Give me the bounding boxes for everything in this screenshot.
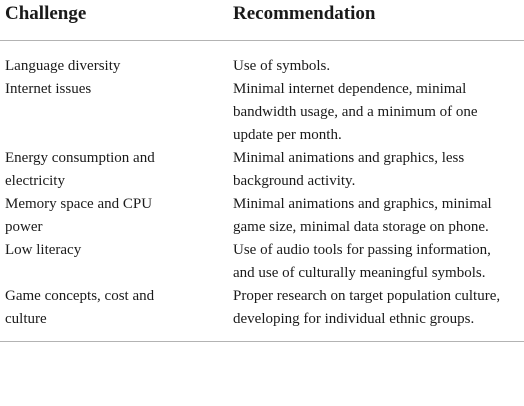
- recommendation-cell: [230, 239, 524, 285]
- table-row: [0, 147, 524, 193]
- cell-line: Use of symbols.: [233, 57, 331, 74]
- cell-line: developing for individual ethnic groups.: [233, 310, 475, 327]
- cell-line: Game concepts, cost and: [5, 287, 155, 304]
- cell-line: Minimal animations and graphics, minimal: [233, 195, 492, 212]
- cell-line: Memory space and CPU: [5, 195, 153, 212]
- table-bottom-rule: [0, 341, 524, 342]
- header-row: [0, 0, 524, 40]
- table-body: [0, 40, 524, 341]
- cell-line: Minimal animations and graphics, less: [233, 149, 465, 166]
- header-challenge: Challenge: [0, 0, 230, 40]
- challenge-cell: [0, 40, 230, 78]
- challenge-cell: [0, 285, 230, 341]
- cell-line: bandwidth usage, and a minimum of one: [233, 103, 478, 120]
- challenge-cell: [0, 239, 230, 285]
- recommendation-cell: [230, 78, 524, 147]
- cell-line: Energy consumption and: [5, 149, 155, 166]
- cell-line: update per month.: [233, 126, 342, 143]
- cell-line: Proper research on target population culture,: [233, 287, 501, 304]
- cell-line: Minimal internet dependence, minimal: [233, 80, 467, 97]
- challenge-cell: [0, 78, 230, 147]
- cell-line: Low literacy: [5, 241, 82, 258]
- header-recommendation: Recommendation: [230, 0, 524, 40]
- table-row: [0, 193, 524, 239]
- cell-line: culture: [5, 310, 47, 327]
- table-row: [0, 239, 524, 285]
- cell-line: game size, minimal data storage on phone.: [233, 218, 489, 235]
- table-row: [0, 285, 524, 341]
- table-row: [0, 40, 524, 78]
- cell-line: Internet issues: [5, 80, 92, 97]
- cell-line: power: [5, 218, 43, 235]
- challenge-cell: [0, 147, 230, 193]
- recommendation-cell: [230, 193, 524, 239]
- recommendation-cell: [230, 40, 524, 78]
- recommendation-cell: [230, 147, 524, 193]
- cell-line: electricity: [5, 172, 65, 189]
- cell-line: and use of culturally meaningful symbols.: [233, 264, 486, 281]
- table-row: [0, 78, 524, 147]
- recommendation-cell: [230, 285, 524, 341]
- cell-line: Use of audio tools for passing information,: [233, 241, 491, 258]
- table-header: [0, 0, 524, 40]
- cell-line: Language diversity: [5, 57, 121, 74]
- challenge-cell: [0, 193, 230, 239]
- cell-line: background activity.: [233, 172, 356, 189]
